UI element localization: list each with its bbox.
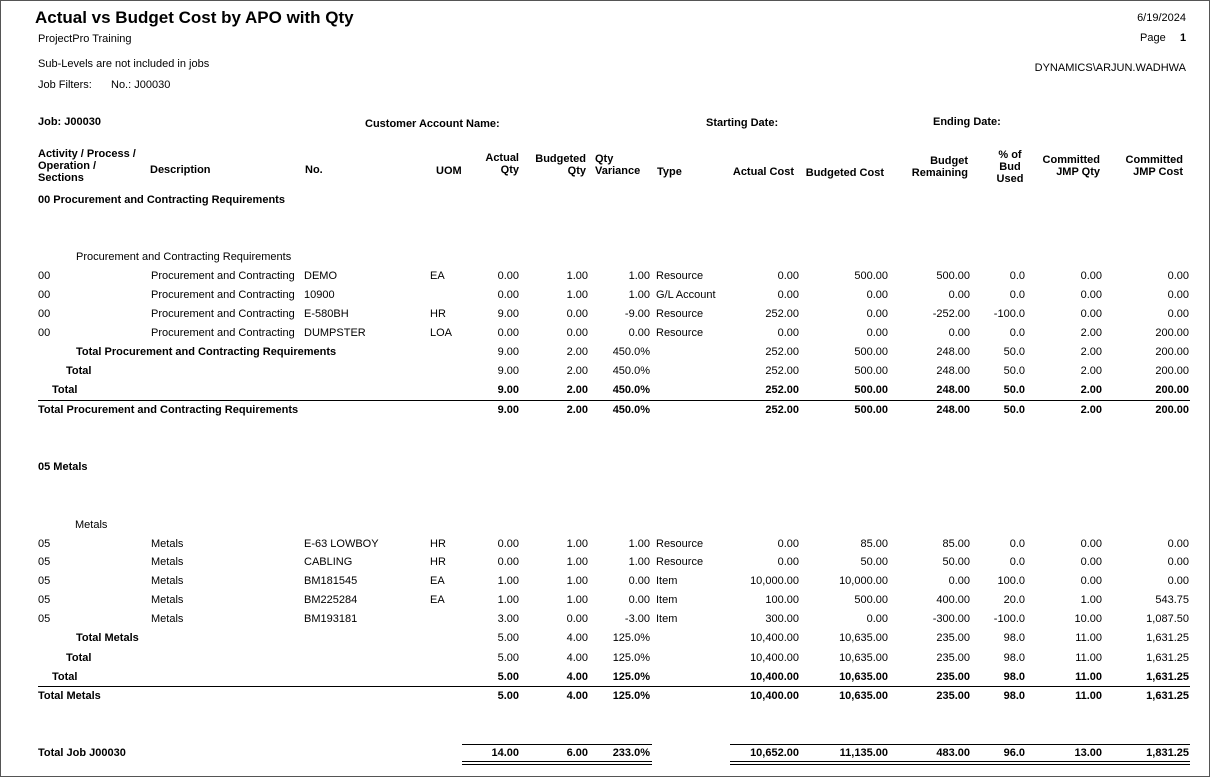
cell-aq: 9.00 [497, 346, 519, 358]
section-heading: 00 Procurement and Contracting Requirements [38, 194, 285, 206]
cell-br: 0.00 [948, 575, 970, 587]
cell-cc: 1,631.25 [1146, 652, 1189, 664]
cell-bc: 10,635.00 [839, 690, 888, 702]
cell-bq: 4.00 [566, 671, 588, 683]
cell-code: 05 [38, 575, 51, 587]
cell-aq: 9.00 [497, 404, 519, 416]
cell-ac: 10,400.00 [750, 632, 799, 644]
cell-aq: 0.00 [497, 270, 519, 282]
cell-no: E-63 LOWBOY [304, 538, 379, 550]
cell-uom: HR [430, 556, 446, 568]
total-label: Total Metals [38, 690, 101, 702]
cell-uom: HR [430, 538, 446, 550]
cell-ac: 300.00 [765, 613, 799, 625]
cell-br: 0.00 [948, 327, 970, 339]
cell-cq: 2.00 [1080, 365, 1102, 377]
cell-cc: 0.00 [1167, 270, 1189, 282]
cell-description: Procurement and Contracting [151, 289, 295, 301]
cell-pct: 0.0 [1009, 538, 1025, 550]
col-committed-qty-header: Committed JMP Qty [1042, 154, 1100, 178]
col-budget-remaining-header: Budget Remaining [911, 155, 968, 179]
cell-bq: 1.00 [566, 270, 588, 282]
cell-cc: 200.00 [1155, 346, 1189, 358]
cell-br: 248.00 [936, 346, 970, 358]
cell-uom: EA [430, 594, 445, 606]
cell-ac: 252.00 [765, 346, 799, 358]
cell-cq: 13.00 [1074, 747, 1102, 759]
cell-qv: 0.00 [628, 594, 650, 606]
cell-cc: 0.00 [1167, 289, 1189, 301]
cell-description: Metals [151, 613, 184, 625]
cell-code: 05 [38, 594, 51, 606]
cell-code: 05 [38, 556, 51, 568]
cell-aq: 5.00 [497, 671, 519, 683]
cell-type: Resource [656, 270, 704, 282]
cell-br: -300.00 [932, 613, 970, 625]
cell-uom: EA [430, 575, 445, 587]
cell-bc: 10,635.00 [839, 652, 888, 664]
cell-br: 248.00 [936, 384, 970, 396]
cell-cc: 1,631.25 [1146, 690, 1189, 702]
cell-ac: 10,400.00 [750, 671, 799, 683]
cell-ac: 10,652.00 [750, 747, 799, 759]
cell-qv: 0.00 [628, 575, 650, 587]
cell-bc: 0.00 [866, 613, 888, 625]
job-label: Job: J00030 [38, 116, 101, 128]
cell-qv: 1.00 [628, 289, 650, 301]
cell-cc: 200.00 [1155, 327, 1189, 339]
cell-cq: 11.00 [1075, 632, 1102, 644]
cell-cc: 200.00 [1155, 404, 1189, 416]
cell-bc: 10,635.00 [839, 632, 888, 644]
grand-total-label: Total Job J00030 [38, 747, 126, 759]
cell-pct: 50.0 [1003, 346, 1025, 358]
cell-ac: 252.00 [765, 365, 799, 377]
cell-pct: 0.0 [1009, 289, 1025, 301]
cell-cq: 11.00 [1075, 671, 1102, 683]
cell-qv: 233.0% [612, 747, 650, 759]
cell-ac: 10,000.00 [750, 575, 799, 587]
cell-bc: 85.00 [860, 538, 888, 550]
cell-br: 235.00 [936, 690, 970, 702]
col-budgeted-cost-header: Budgeted Cost [805, 167, 884, 179]
cell-qv: -9.00 [624, 308, 650, 320]
cell-pct: -100.0 [993, 308, 1025, 320]
cell-cq: 0.00 [1080, 575, 1102, 587]
cell-description: Procurement and Contracting [151, 327, 295, 339]
rule-line [730, 400, 1190, 401]
cell-aq: 0.00 [497, 538, 519, 550]
double-rule-line [462, 761, 652, 765]
cell-pct: 0.0 [1009, 270, 1025, 282]
cell-type: Resource [656, 327, 704, 339]
cell-type: G/L Account [656, 289, 716, 301]
cell-aq: 5.00 [497, 652, 519, 664]
cell-pct: 50.0 [1003, 384, 1025, 396]
cell-cc: 200.00 [1155, 365, 1189, 377]
cell-qv: 125.0% [612, 632, 650, 644]
cell-cc: 0.00 [1167, 538, 1189, 550]
cell-code: 05 [38, 538, 51, 550]
rule-line [730, 744, 1190, 745]
cell-ac: 252.00 [765, 384, 799, 396]
cell-br: 248.00 [936, 404, 970, 416]
total-label: Total Metals [76, 632, 139, 644]
cell-ac: 252.00 [765, 308, 799, 320]
cell-pct: 50.0 [1003, 404, 1025, 416]
cell-bc: 500.00 [854, 346, 888, 358]
cell-cc: 0.00 [1167, 575, 1189, 587]
job-filters-label: Job Filters: [38, 79, 92, 91]
cell-aq: 14.00 [491, 747, 519, 759]
cell-no: E-580BH [304, 308, 349, 320]
cell-bc: 500.00 [854, 365, 888, 377]
cell-br: 235.00 [936, 652, 970, 664]
cell-uom: EA [430, 270, 445, 282]
sublevel-note: Sub-Levels are not included in jobs [38, 58, 210, 70]
cell-cq: 0.00 [1080, 289, 1102, 301]
col-qty-variance-header: Qty Variance [595, 153, 641, 177]
cell-cq: 10.00 [1074, 613, 1102, 625]
cell-aq: 1.00 [497, 594, 519, 606]
ending-date-label: Ending Date: [933, 116, 1001, 128]
cell-type: Item [656, 575, 678, 587]
col-actual-cost-header: Actual Cost [732, 166, 794, 178]
cell-br: 500.00 [936, 270, 970, 282]
cell-bc: 500.00 [854, 594, 888, 606]
cell-type: Resource [656, 308, 704, 320]
cell-pct: 0.0 [1009, 556, 1025, 568]
col-apo-header: Activity / Process / Operation / Sections [38, 148, 136, 184]
cell-bq: 1.00 [566, 289, 588, 301]
cell-bq: 6.00 [566, 747, 588, 759]
cell-no: DUMPSTER [304, 327, 366, 339]
cell-br: 400.00 [936, 594, 970, 606]
cell-bq: 0.00 [566, 327, 588, 339]
cell-bq: 1.00 [566, 556, 588, 568]
total-label: Total Procurement and Contracting Requirements [38, 404, 299, 416]
cell-bq: 1.00 [566, 575, 588, 587]
col-committed-cost-header: Committed JMP Cost [1125, 154, 1183, 178]
cell-cq: 1.00 [1080, 594, 1102, 606]
total-label: Total [66, 365, 92, 377]
cell-bq: 2.00 [566, 404, 588, 416]
cell-bc: 500.00 [854, 384, 888, 396]
cell-cq: 0.00 [1080, 270, 1102, 282]
cell-type: Resource [656, 538, 704, 550]
cell-ac: 100.00 [765, 594, 799, 606]
cell-pct: 50.0 [1003, 365, 1025, 377]
job-filters-value: No.: J00030 [111, 79, 171, 91]
cell-uom: HR [430, 308, 446, 320]
cell-qv: 125.0% [612, 690, 650, 702]
cell-no: 10900 [304, 289, 335, 301]
cell-aq: 9.00 [497, 365, 519, 377]
cell-cc: 0.00 [1167, 308, 1189, 320]
cell-bc: 0.00 [866, 308, 888, 320]
cell-bc: 500.00 [854, 270, 888, 282]
report-date: 6/19/2024 [1137, 12, 1186, 24]
cell-cq: 2.00 [1080, 404, 1102, 416]
cell-br: 483.00 [936, 747, 970, 759]
cell-code: 05 [38, 613, 51, 625]
cell-bc: 10,000.00 [839, 575, 888, 587]
cell-aq: 1.00 [497, 575, 519, 587]
cell-code: 00 [38, 270, 51, 282]
cell-br: -252.00 [932, 308, 970, 320]
cell-bc: 0.00 [866, 327, 888, 339]
cell-code: 00 [38, 308, 51, 320]
cell-bq: 4.00 [566, 632, 588, 644]
total-label: Total [52, 671, 78, 683]
cell-type: Item [656, 613, 678, 625]
cell-cq: 2.00 [1080, 327, 1102, 339]
cell-pct: 0.0 [1009, 327, 1025, 339]
cell-pct: 98.0 [1003, 652, 1025, 664]
cell-qv: 450.0% [612, 384, 650, 396]
cell-ac: 10,400.00 [750, 690, 799, 702]
cell-cq: 0.00 [1080, 556, 1102, 568]
cell-cc: 1,631.25 [1146, 632, 1189, 644]
cell-qv: 125.0% [612, 652, 650, 664]
col-budgeted-qty-header: Budgeted Qty [535, 153, 586, 177]
cell-qv: 450.0% [612, 365, 650, 377]
section-subheading: Procurement and Contracting Requirements [76, 251, 292, 263]
cell-ac: 0.00 [777, 327, 799, 339]
rule-line [462, 400, 652, 401]
col-actual-qty-header: Actual Qty [485, 152, 519, 176]
cell-bc: 500.00 [854, 404, 888, 416]
cell-cc: 1,087.50 [1146, 613, 1189, 625]
page-label: Page [1140, 32, 1166, 44]
cell-ac: 0.00 [777, 556, 799, 568]
rule-line [730, 686, 1190, 687]
user-name: DYNAMICS\ARJUN.WADHWA [1034, 62, 1186, 74]
cell-aq: 5.00 [497, 632, 519, 644]
cell-qv: -3.00 [624, 613, 650, 625]
cell-aq: 3.00 [497, 613, 519, 625]
customer-account-label: Customer Account Name: [365, 118, 500, 130]
cell-pct: 98.0 [1003, 671, 1025, 683]
cell-ac: 252.00 [765, 404, 799, 416]
cell-bc: 0.00 [866, 289, 888, 301]
cell-ac: 0.00 [777, 538, 799, 550]
cell-pct: 100.0 [997, 575, 1025, 587]
cell-ac: 10,400.00 [750, 652, 799, 664]
cell-bc: 11,135.00 [839, 747, 888, 759]
cell-bq: 2.00 [566, 346, 588, 358]
col-uom-header: UOM [436, 165, 462, 177]
cell-cc: 200.00 [1155, 384, 1189, 396]
cell-br: 235.00 [936, 632, 970, 644]
cell-cq: 0.00 [1080, 538, 1102, 550]
cell-qv: 1.00 [628, 538, 650, 550]
cell-br: 50.00 [942, 556, 970, 568]
cell-ac: 0.00 [777, 289, 799, 301]
cell-qv: 1.00 [628, 556, 650, 568]
cell-code: 00 [38, 327, 51, 339]
cell-qv: 450.0% [612, 404, 650, 416]
cell-aq: 5.00 [497, 690, 519, 702]
cell-cq: 11.00 [1075, 652, 1102, 664]
cell-pct: 98.0 [1003, 690, 1025, 702]
cell-description: Metals [151, 575, 184, 587]
cell-code: 00 [38, 289, 51, 301]
cell-pct: 98.0 [1003, 632, 1025, 644]
total-label: Total Procurement and Contracting Requirements [76, 346, 337, 358]
cell-no: DEMO [304, 270, 337, 282]
section-heading: 05 Metals [38, 461, 88, 473]
cell-qv: 0.00 [628, 327, 650, 339]
total-label: Total [52, 384, 78, 396]
cell-pct: 20.0 [1003, 594, 1025, 606]
double-rule-line [730, 761, 1190, 765]
cell-br: 235.00 [936, 671, 970, 683]
cell-qv: 450.0% [612, 346, 650, 358]
cell-qv: 1.00 [628, 270, 650, 282]
cell-cq: 11.00 [1075, 690, 1102, 702]
cell-br: 0.00 [948, 289, 970, 301]
cell-type: Resource [656, 556, 704, 568]
cell-description: Procurement and Contracting [151, 308, 295, 320]
rule-line [462, 686, 652, 687]
cell-qv: 125.0% [612, 671, 650, 683]
cell-description: Metals [151, 594, 184, 606]
company-name: ProjectPro Training [38, 33, 132, 45]
cell-pct: 96.0 [1003, 747, 1025, 759]
cell-description: Procurement and Contracting [151, 270, 295, 282]
cell-bc: 50.00 [860, 556, 888, 568]
cell-bq: 2.00 [566, 365, 588, 377]
cell-cq: 2.00 [1080, 384, 1102, 396]
cell-bq: 2.00 [566, 384, 588, 396]
cell-bc: 10,635.00 [839, 671, 888, 683]
cell-aq: 0.00 [497, 289, 519, 301]
cell-ac: 0.00 [777, 270, 799, 282]
col-description-header: Description [150, 164, 211, 176]
cell-aq: 0.00 [497, 556, 519, 568]
cell-bq: 1.00 [566, 538, 588, 550]
starting-date-label: Starting Date: [706, 117, 779, 129]
cell-no: BM193181 [304, 613, 358, 625]
cell-br: 85.00 [942, 538, 970, 550]
cell-br: 248.00 [936, 365, 970, 377]
cell-no: BM181545 [304, 575, 358, 587]
col-pct-bud-used-header: % of Bud Used [996, 149, 1024, 185]
col-type-header: Type [657, 166, 682, 178]
cell-cc: 0.00 [1167, 556, 1189, 568]
cell-cq: 2.00 [1080, 346, 1102, 358]
cell-cc: 1,631.25 [1146, 671, 1189, 683]
total-label: Total [66, 652, 92, 664]
cell-bq: 4.00 [566, 690, 588, 702]
cell-aq: 0.00 [497, 327, 519, 339]
cell-bq: 1.00 [566, 594, 588, 606]
report-title: Actual vs Budget Cost by APO with Qty [35, 8, 354, 27]
cell-pct: -100.0 [993, 613, 1025, 625]
cell-aq: 9.00 [497, 308, 519, 320]
rule-line [462, 744, 652, 745]
cell-description: Metals [151, 538, 184, 550]
cell-bq: 0.00 [566, 308, 588, 320]
page-number: 1 [1180, 32, 1187, 44]
cell-uom: LOA [430, 327, 453, 339]
cell-aq: 9.00 [497, 384, 519, 396]
cell-no: CABLING [304, 556, 353, 568]
cell-type: Item [656, 594, 678, 606]
cell-no: BM225284 [304, 594, 358, 606]
cell-description: Metals [151, 556, 184, 568]
cell-cq: 0.00 [1080, 308, 1102, 320]
cell-cc: 1,831.25 [1146, 747, 1189, 759]
section-subheading: Metals [75, 519, 108, 531]
cell-bq: 4.00 [566, 652, 588, 664]
cell-bq: 0.00 [566, 613, 588, 625]
col-no-header: No. [305, 164, 323, 176]
cell-cc: 543.75 [1155, 594, 1189, 606]
